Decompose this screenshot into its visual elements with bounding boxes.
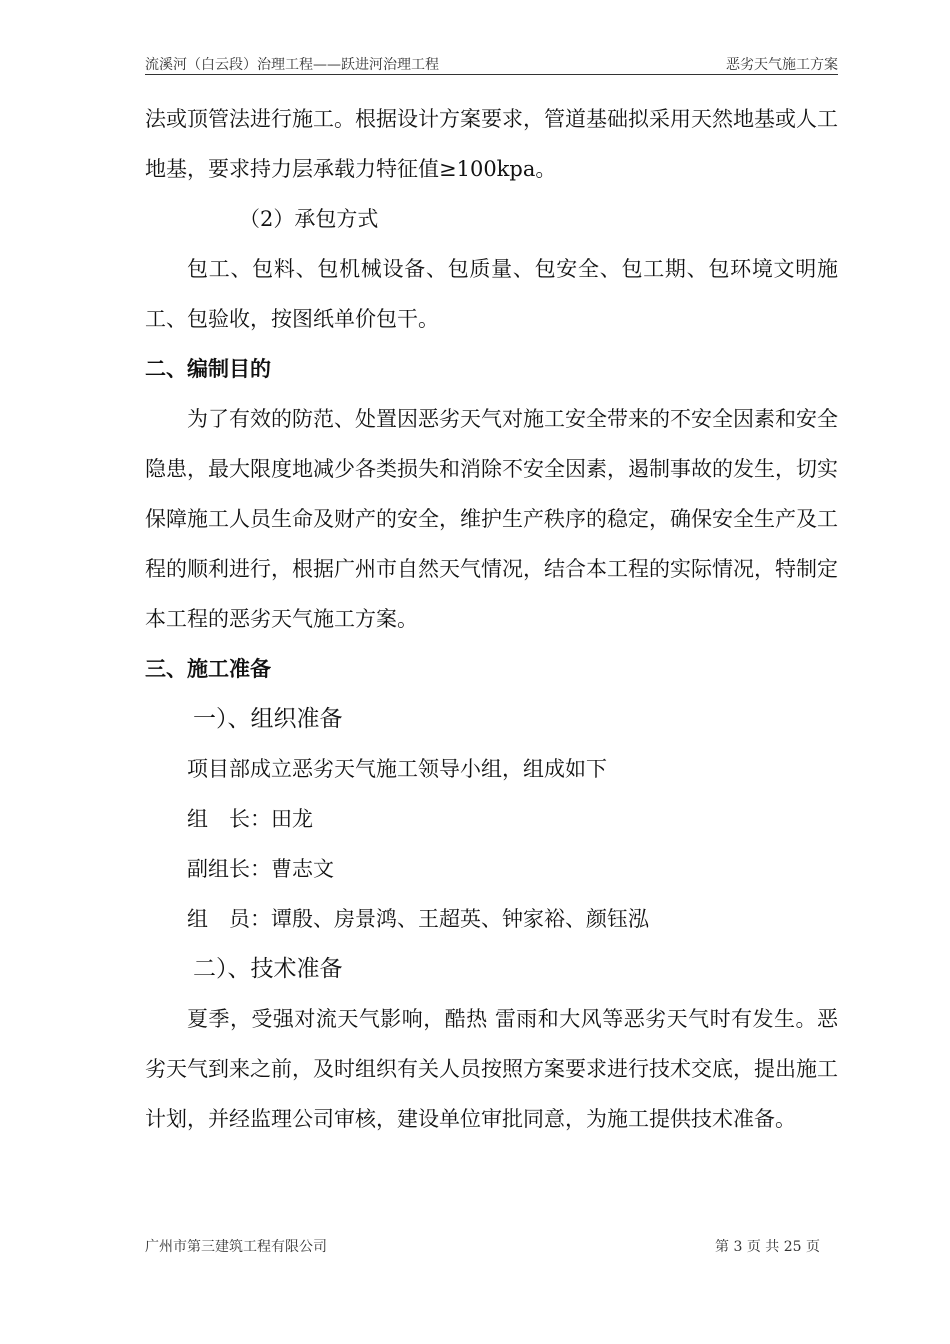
page-footer: [145, 1236, 820, 1256]
org-leader: 组 长：田龙: [187, 807, 313, 831]
paragraph-technical: 夏季，受强对流天气影响，酷热 雷雨和大风等恶劣天气时有发生。恶劣天气到来之前，及时组织有关人员按照方案要求进行技术交底，提出施工计划，并经监理公司审核，建设单位审批同意，为施工提供技术准备。: [145, 1007, 838, 1131]
org-vice-leader: 副组长：曹志文: [187, 857, 334, 881]
section-heading-preparation: 三、施工准备: [145, 657, 271, 681]
subheading-organization: 一）、组织准备: [193, 706, 343, 732]
org-intro: 项目部成立恶劣天气施工领导小组，组成如下: [187, 757, 607, 781]
subheading-technical: 二）、技术准备: [193, 956, 343, 982]
section-heading-purpose: 二、编制目的: [145, 357, 271, 381]
paragraph-foundation: 法或顶管法进行施工。根据设计方案要求，管道基础拟采用天然地基或人工地基，要求持力层承载力特征值≥100kpa。: [145, 107, 838, 181]
page-header: [145, 54, 838, 75]
paragraph-contract-scope: 包工、包料、包机械设备、包质量、包安全、包工期、包环境文明施工、包验收，按图纸单价包干。: [145, 257, 838, 331]
header-project-title: 流溪河（白云段）治理工程——跃进河治理工程: [145, 57, 439, 73]
org-members: 组 员：谭殷、房景鸿、王超英、钟家裕、颜钰泓: [187, 907, 649, 931]
footer-company: 广州市第三建筑工程有限公司: [145, 1239, 327, 1255]
footer-page-number: 第 3 页 共 25 页: [715, 1239, 820, 1255]
paragraph-purpose: 为了有效的防范、处置因恶劣天气对施工安全带来的不安全因素和安全隐患，最大限度地减少各类损失和消除不安全因素，遏制事故的发生，切实保障施工人员生命及财产的安全，维护生产秩序的稳定，确保安全生产及工程的顺利进行，根据广州市自然天气情况，结合本工程的实际情况，特制定本工程的恶劣天气施工方案。: [145, 407, 838, 631]
subheading-contract-method: （2）承包方式: [239, 207, 379, 231]
document-body: [145, 94, 838, 1144]
header-document-title: 恶劣天气施工方案: [726, 57, 838, 73]
